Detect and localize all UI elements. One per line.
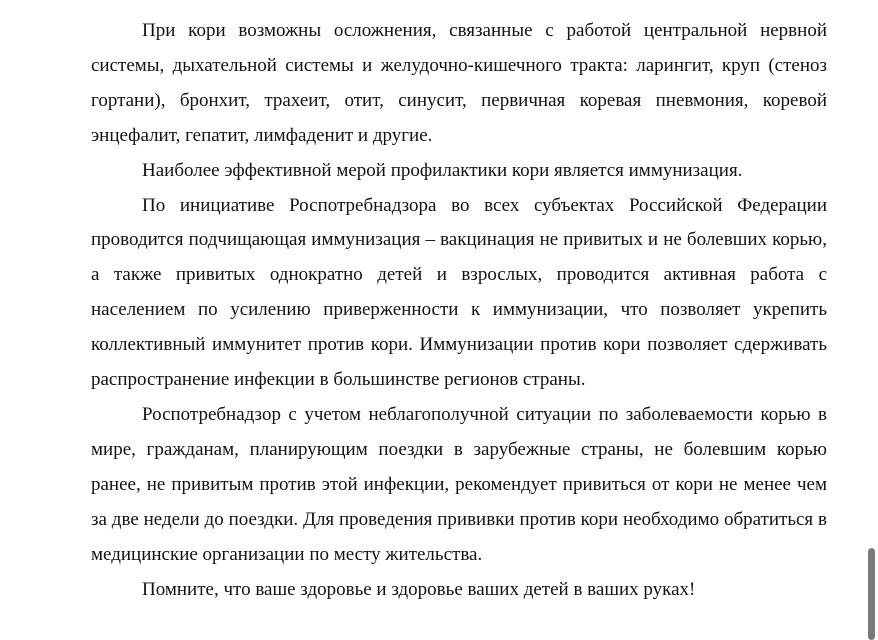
paragraph-travel-advice: Роспотребнадзор с учетом неблагополучной ситуации по заболеваемости корью в мире, гражданам, планирующим поездки в зарубежные страны, не болевшим корью ранее, не привитым против этой инфекции, рекомендует привиться от кори не менее чем за две недели до поездки. Для проведения прививки против кори необходимо обратиться в медицинские организации по месту жительства. — [91, 403, 827, 565]
vertical-scrollbar[interactable] — [867, 0, 875, 640]
paragraph-prevention: Наиболее эффективной мерой профилактики кори является иммунизация. — [142, 159, 743, 181]
scrollbar-thumb[interactable] — [868, 548, 875, 640]
document-body — [91, 14, 827, 607]
paragraph-initiative: По инициативе Роспотребнадзора во всех субъектах Российской Федерации проводится подчищающая иммунизация – вакцинация не привитых и не болевших корью, а также привитых однократно детей и взрослых, проводится активная работа с населением по усилению приверженности к иммунизации, что позволяет укрепить коллективный иммунитет против кори. Иммунизации против кори позволяет сдерживать распространение инфекции в большинстве регионов страны. — [91, 194, 827, 391]
paragraph-complications: При кори возможны осложнения, связанные с работой центральной нервной системы, дыхательной системы и желудочно-кишечного тракта: ларингит, круп (стеноз гортани), бронхит, трахеит, отит, синусит, первичная коревая пневмония, коревой энцефалит, гепатит, лимфаденит и другие. — [91, 20, 827, 146]
paragraph-closing: Помните, что ваше здоровье и здоровье ваших детей в ваших руках! — [142, 578, 696, 600]
